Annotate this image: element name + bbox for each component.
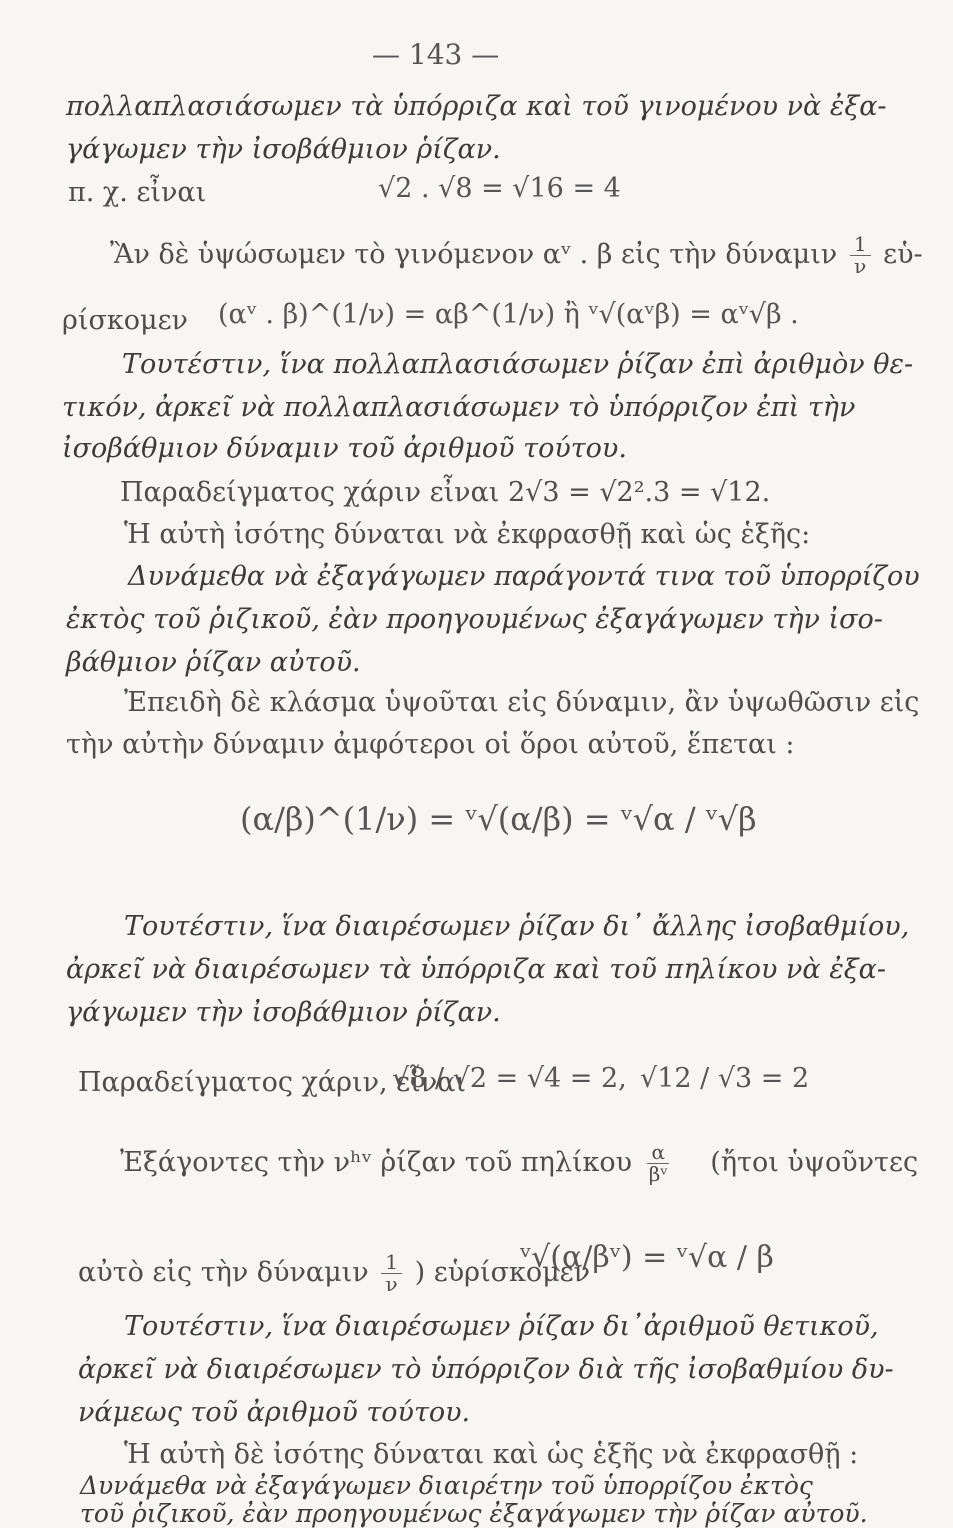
text-line-12: ἐκτὸς τοῦ ῥιζικοῦ, ἐὰν προηγουμένως ἐξαγάγωμεν τὴν ἰσο- bbox=[66, 604, 883, 635]
text-line-21-a: αὐτὸ εἰς τὴν δύναμιν bbox=[78, 1257, 369, 1288]
text-line-6: Τουτέστιν, ἵνα πολλαπλασιάσωμεν ῥίζαν ἐπὶ ἀριθμὸν θε- bbox=[122, 349, 914, 380]
equation-product-power: (αᵛ . β)^(1/ν) = αβ^(1/ν) ἢ ᵛ√(αᵛβ) = αᵛ√β . bbox=[218, 299, 799, 330]
text-line-1: πολλαπλασιάσωμεν τὰ ὑπόρριζα καὶ τοῦ γινομένου νὰ ἐξα- bbox=[66, 91, 887, 122]
power-fraction-2-den: ν bbox=[385, 1272, 398, 1296]
text-line-24: νάμεως τοῦ ἀριθμοῦ τούτου. bbox=[78, 1397, 471, 1428]
page-number: — 143 — bbox=[372, 38, 500, 71]
text-line-25: Ἡ αὐτὴ δὲ ἰσότης δύναται καὶ ὡς ἑξῆς νὰ ἐκφρασθῇ : bbox=[124, 1439, 859, 1470]
text-line-18: γάγωμεν τὴν ἰσοβάθμιον ῥίζαν. bbox=[66, 997, 501, 1028]
text-line-20 bbox=[120, 1142, 918, 1185]
text-line-14: Ἐπειδὴ δὲ κλάσμα ὑψοῦται εἰς δύναμιν, ἂν ὑψωθῶσιν εἰς bbox=[124, 687, 920, 718]
text-line-5-label: ρίσκομεν bbox=[62, 305, 188, 336]
text-line-20-a: Ἐξάγοντες τὴν νʰᵛ ῥίζαν τοῦ πηλίκου bbox=[120, 1147, 633, 1178]
example-equation-1: √2 . √8 = √16 = 4 bbox=[378, 173, 621, 204]
formula-example-1: √8 / √2 = √4 = 2, bbox=[392, 1063, 627, 1094]
power-fraction-2 bbox=[381, 1252, 402, 1295]
quotient-fraction bbox=[645, 1142, 672, 1185]
formula-root-quotient: ᵛ√(α/βᵛ) = ᵛ√α / β bbox=[520, 1240, 774, 1275]
text-line-4 bbox=[110, 234, 923, 277]
power-fraction bbox=[850, 234, 871, 277]
text-line-13: βάθμιον ῥίζαν αὐτοῦ. bbox=[66, 647, 361, 678]
quotient-num: α bbox=[647, 1142, 669, 1164]
text-line-2: γάγωμεν τὴν ἰσοβάθμιον ῥίζαν. bbox=[66, 134, 501, 165]
text-line-4-a: Ἂν δὲ ὑψώσωμεν τὸ γινόμενον αᵛ . β εἰς τὴν δύναμιν bbox=[110, 239, 838, 270]
power-fraction-num: 1 bbox=[850, 234, 871, 256]
text-line-7: τικόν, ἀρκεῖ νὰ πολλαπλασιάσωμεν τὸ ὑπόρριζον ἐπὶ τὴν bbox=[62, 392, 856, 423]
text-line-11: Δυνάμεθα νὰ ἐξαγάγωμεν παράγοντά τινα τοῦ ὑπορρίζου bbox=[128, 561, 920, 592]
formula-fraction-power: (α/β)^(1/ν) = ᵛ√(α/β) = ᵛ√α / ᵛ√β bbox=[240, 800, 757, 838]
text-line-20-b: (ἤτοι ὑψοῦντες bbox=[710, 1147, 919, 1178]
text-line-4-b: εὑ- bbox=[883, 239, 923, 270]
example-label: π. χ. εἶναι bbox=[68, 177, 207, 208]
quotient-den: βᵛ bbox=[648, 1162, 668, 1186]
text-line-10: Ἡ αὐτὴ ἰσότης δύναται νὰ ἐκφρασθῇ καὶ ὡς ἑξῆς: bbox=[124, 519, 811, 550]
text-line-22: Τουτέστιν, ἵνα διαιρέσωμεν ῥίζαν δι᾽ἀριθμοῦ θετικοῦ, bbox=[124, 1311, 879, 1342]
text-line-8: ἰσοβάθμιον δύναμιν τοῦ ἀριθμοῦ τούτου. bbox=[62, 433, 627, 464]
text-line-26: Δυνάμεθα νὰ ἐξαγάγωμεν διαιρέτην τοῦ ὑπορρίζου ἐκτὸς bbox=[80, 1471, 813, 1500]
text-line-23: ἀρκεῖ νὰ διαιρέσωμεν τὸ ὑπόρριζον διὰ τῆς ἰσοβαθμίου δυ- bbox=[78, 1354, 894, 1385]
text-line-19-label: Παραδείγματος χάριν, εἶναι bbox=[78, 1067, 466, 1098]
text-line-21-b: ) εὑρίσκομεν bbox=[414, 1257, 591, 1288]
text-line-21 bbox=[78, 1252, 590, 1295]
text-line-9: Παραδείγματος χάριν εἶναι 2√3 = √2².3 = √12. bbox=[120, 477, 771, 508]
formula-example-2: √12 / √3 = 2 bbox=[640, 1063, 810, 1094]
power-fraction-den: ν bbox=[854, 254, 867, 278]
text-line-16: Τουτέστιν, ἵνα διαιρέσωμεν ῥίζαν δι᾽ ἄλλης ἰσοβαθμίου, bbox=[124, 911, 910, 942]
text-line-27: τοῦ ῥιζικοῦ, ἐὰν προηγουμένως ἐξαγάγωμεν τὴν ῥίζαν αὐτοῦ. bbox=[80, 1499, 868, 1528]
text-line-15: τὴν αὐτὴν δύναμιν ἀμφότεροι οἱ ὅροι αὐτοῦ, ἕπεται : bbox=[66, 729, 795, 760]
text-line-17: ἀρκεῖ νὰ διαιρέσωμεν τὰ ὑπόρριζα καὶ τοῦ πηλίκου νὰ ἐξα- bbox=[66, 954, 886, 985]
power-fraction-2-num: 1 bbox=[381, 1252, 402, 1274]
